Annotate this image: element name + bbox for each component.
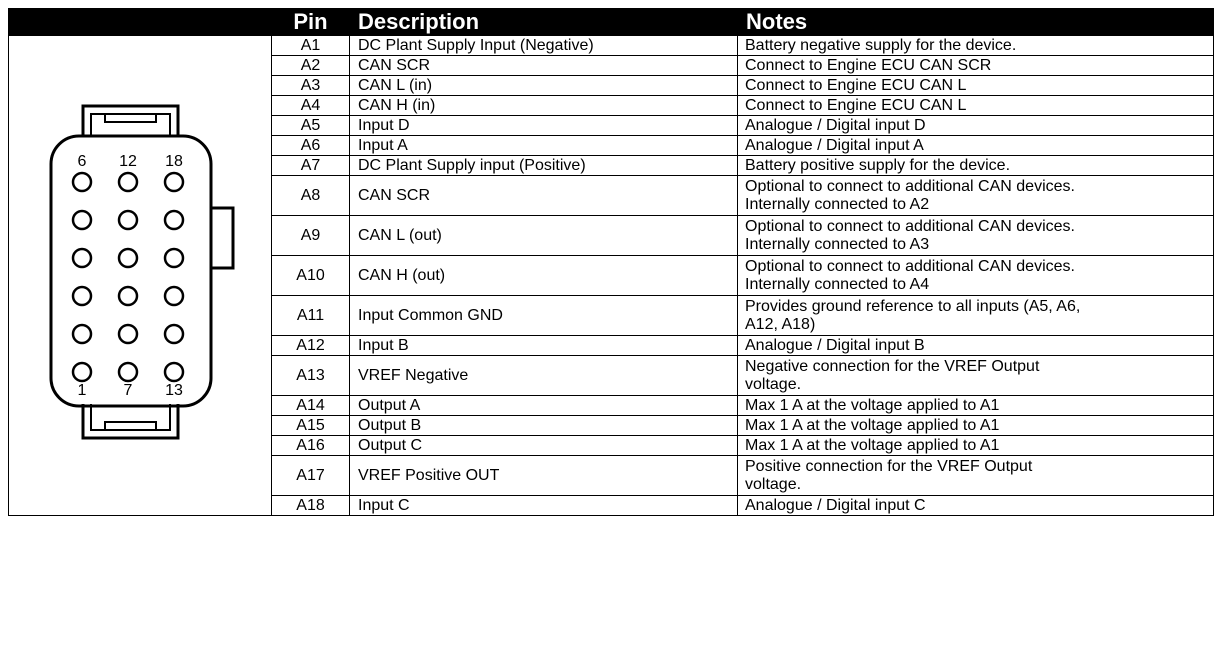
- header-blank: [9, 9, 272, 36]
- notes-cell: [738, 336, 1214, 356]
- pin-cell: A10: [272, 256, 350, 296]
- pin-hole: [165, 287, 183, 305]
- pin-cell: A15: [272, 416, 350, 436]
- description-cell: Output A: [350, 396, 738, 416]
- notes-line: Connect to Engine ECU CAN L: [745, 96, 967, 114]
- notes-line: Analogue / Digital input C: [745, 496, 926, 514]
- description-cell: CAN H (in): [350, 96, 738, 116]
- notes-cell: [738, 216, 1214, 256]
- pin-hole: [119, 287, 137, 305]
- notes-cell: [738, 296, 1214, 336]
- pin-hole: [73, 173, 91, 191]
- pin-hole: [165, 211, 183, 229]
- connector-cell: [9, 36, 272, 516]
- notes-line: Positive connection for the VREF Output: [745, 457, 1033, 475]
- notes-cell: [738, 116, 1214, 136]
- pinout-document: [8, 8, 1213, 516]
- notes-line: Optional to connect to additional CAN devices.: [745, 257, 1075, 275]
- notes-line: Negative connection for the VREF Output: [745, 357, 1040, 375]
- description-cell: Input A: [350, 136, 738, 156]
- table-header-row: [9, 9, 1214, 36]
- description-cell: DC Plant Supply input (Positive): [350, 156, 738, 176]
- pin-cell: A3: [272, 76, 350, 96]
- notes-cell: [738, 176, 1214, 216]
- header-notes: Notes: [738, 9, 1214, 36]
- notes-line: voltage.: [745, 475, 802, 493]
- pin-hole: [165, 325, 183, 343]
- notes-line: Connect to Engine ECU CAN SCR: [745, 56, 992, 74]
- description-cell: CAN L (out): [350, 216, 738, 256]
- notes-line: Connect to Engine ECU CAN L: [745, 76, 967, 94]
- notes-line: Analogue / Digital input A: [745, 136, 924, 154]
- description-cell: DC Plant Supply Input (Negative): [350, 36, 738, 56]
- description-cell: Input B: [350, 336, 738, 356]
- pin-label-12: 12: [119, 153, 137, 170]
- pin-cell: A18: [272, 496, 350, 516]
- notes-line: Battery negative supply for the device.: [745, 36, 1017, 54]
- description-cell: Output B: [350, 416, 738, 436]
- pin-cell: A16: [272, 436, 350, 456]
- pin-label-1: 1: [77, 382, 87, 399]
- pin-label-13: 13: [165, 382, 183, 399]
- pin-cell: A5: [272, 116, 350, 136]
- notes-cell: [738, 96, 1214, 116]
- header-description: Description: [350, 9, 738, 36]
- connector-side-tab: [211, 208, 233, 268]
- pin-cell: A12: [272, 336, 350, 356]
- description-cell: Input D: [350, 116, 738, 136]
- table-body: [9, 36, 1214, 516]
- notes-line: Optional to connect to additional CAN devices.: [745, 217, 1075, 235]
- pin-hole: [119, 211, 137, 229]
- notes-line: Battery positive supply for the device.: [745, 156, 1011, 174]
- pin-hole: [73, 363, 91, 381]
- pin-cell: A1: [272, 36, 350, 56]
- description-cell: CAN H (out): [350, 256, 738, 296]
- description-cell: CAN SCR: [350, 56, 738, 76]
- notes-cell: [738, 496, 1214, 516]
- notes-cell: [738, 56, 1214, 76]
- pin-hole: [73, 211, 91, 229]
- notes-line: Analogue / Digital input B: [745, 336, 925, 354]
- pin-cell: A6: [272, 136, 350, 156]
- notes-line: Max 1 A at the voltage applied to A1: [745, 416, 1000, 434]
- notes-line: Optional to connect to additional CAN devices.: [745, 177, 1075, 195]
- pin-cell: A2: [272, 56, 350, 76]
- notes-cell: [738, 256, 1214, 296]
- notes-line: Internally connected to A2: [745, 195, 930, 213]
- pin-hole: [73, 287, 91, 305]
- notes-line: Max 1 A at the voltage applied to A1: [745, 396, 1000, 414]
- description-cell: Output C: [350, 436, 738, 456]
- pin-hole: [165, 173, 183, 191]
- pin-cell: A17: [272, 456, 350, 496]
- pin-hole: [119, 249, 137, 267]
- pin-cell: A9: [272, 216, 350, 256]
- description-cell: Input C: [350, 496, 738, 516]
- pin-hole: [165, 249, 183, 267]
- pin-hole: [119, 325, 137, 343]
- notes-line: Internally connected to A4: [745, 275, 930, 293]
- description-cell: VREF Negative: [350, 356, 738, 396]
- notes-line: Max 1 A at the voltage applied to A1: [745, 436, 1000, 454]
- notes-line: voltage.: [745, 375, 802, 393]
- pin-hole: [119, 363, 137, 381]
- notes-line: Internally connected to A3: [745, 235, 930, 253]
- notes-line: A12, A18): [745, 315, 816, 333]
- pin-hole: [119, 173, 137, 191]
- pin-hole: [73, 249, 91, 267]
- notes-cell: [738, 76, 1214, 96]
- pin-cell: A13: [272, 356, 350, 396]
- description-cell: VREF Positive OUT: [350, 456, 738, 496]
- pin-hole: [165, 363, 183, 381]
- notes-cell: [738, 36, 1214, 56]
- pin-label-6: 6: [77, 153, 87, 170]
- table-row: [9, 36, 1214, 56]
- header-pin: Pin: [272, 9, 350, 36]
- pin-label-18: 18: [165, 153, 183, 170]
- description-cell: CAN SCR: [350, 176, 738, 216]
- pin-cell: A14: [272, 396, 350, 416]
- notes-line: Analogue / Digital input D: [745, 116, 926, 134]
- notes-cell: [738, 436, 1214, 456]
- notes-cell: [738, 156, 1214, 176]
- pin-cell: A11: [272, 296, 350, 336]
- notes-cell: [738, 416, 1214, 436]
- pinout-table: [8, 8, 1214, 516]
- pin-cell: A4: [272, 96, 350, 116]
- notes-line: Provides ground reference to all inputs (A5, A6,: [745, 297, 1081, 315]
- notes-cell: [738, 136, 1214, 156]
- description-cell: Input Common GND: [350, 296, 738, 336]
- notes-cell: [738, 456, 1214, 496]
- description-cell: CAN L (in): [350, 76, 738, 96]
- notes-cell: [738, 396, 1214, 416]
- pin-label-7: 7: [123, 382, 133, 399]
- pin-cell: A8: [272, 176, 350, 216]
- pin-hole: [73, 325, 91, 343]
- connector-diagram: [25, 98, 255, 448]
- pin-cell: A7: [272, 156, 350, 176]
- notes-cell: [738, 356, 1214, 396]
